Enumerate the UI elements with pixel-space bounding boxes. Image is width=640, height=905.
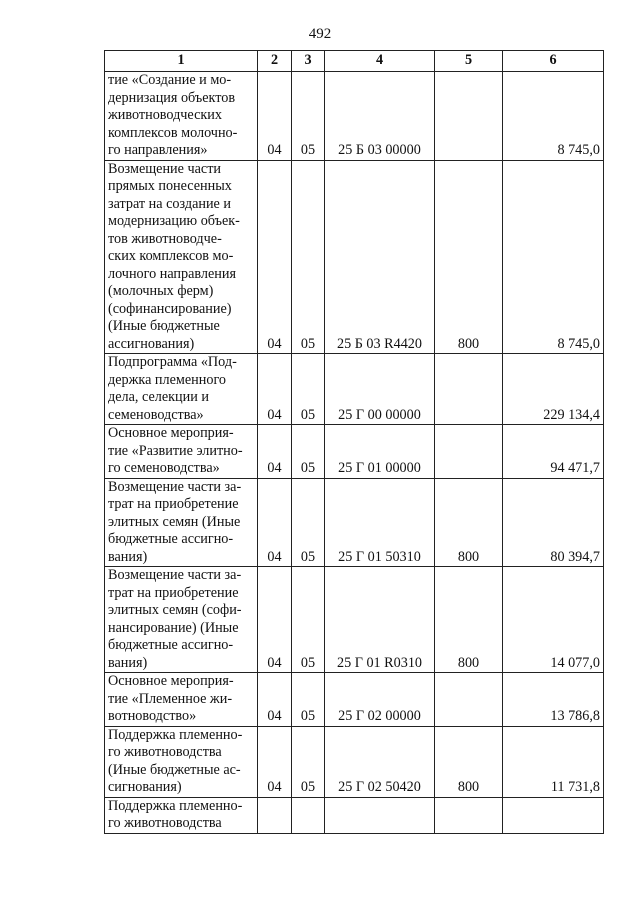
cell-name — [105, 72, 258, 161]
cell-name-text: Подпрограмма «Под- держка племенного дела, селекции и семеноводства» — [108, 354, 237, 423]
cell-expense-type — [435, 72, 503, 161]
cell-target-code — [325, 797, 435, 833]
cell-target-code-text: 25 Г 02 00000 — [338, 708, 421, 724]
cell-section-text: 04 — [267, 654, 282, 671]
cell-section — [258, 478, 292, 567]
cell-target-code-text: 25 Г 01 50310 — [338, 548, 421, 565]
cell-name — [105, 726, 258, 797]
cell-target-code — [325, 673, 435, 727]
cell-target-code — [325, 160, 435, 354]
page-number: 492 — [308, 26, 332, 42]
cell-section — [258, 673, 292, 727]
cell-section-text: 04 — [267, 548, 282, 565]
table-row — [105, 160, 604, 354]
header-col-1: 1 — [105, 51, 258, 72]
cell-section-text: 04 — [267, 142, 282, 158]
cell-section — [258, 160, 292, 354]
header-col-4: 4 — [325, 51, 435, 72]
cell-target-code — [325, 354, 435, 425]
cell-amount-text: 80 394,7 — [550, 548, 600, 565]
table-row — [105, 354, 604, 425]
cell-section — [258, 425, 292, 479]
cell-subsection — [292, 673, 325, 727]
cell-subsection — [292, 726, 325, 797]
cell-expense-type-text: 800 — [457, 548, 480, 565]
header-col-2: 2 — [258, 51, 292, 72]
header-col-6: 6 — [503, 51, 604, 72]
cell-name-text: Поддержка племенно- го животноводства — [108, 797, 243, 831]
cell-target-code-text: 25 Б 03 R4420 — [336, 335, 422, 352]
cell-target-code — [325, 726, 435, 797]
header-col-5: 5 — [435, 51, 503, 72]
table-row — [105, 425, 604, 479]
cell-expense-type — [435, 425, 503, 479]
cell-subsection — [292, 354, 325, 425]
cell-expense-type — [435, 478, 503, 567]
cell-section-text: 04 — [267, 779, 282, 795]
cell-name-text: Возмещение части за- трат на приобретение элитных семян (софи- нансирование) (Иные бюджетные ассигно- вания) — [108, 567, 242, 671]
cell-subsection — [292, 478, 325, 567]
cell-section — [258, 726, 292, 797]
cell-expense-type — [435, 354, 503, 425]
table-row — [105, 726, 604, 797]
cell-amount — [503, 478, 604, 567]
cell-name — [105, 673, 258, 727]
cell-target-code — [325, 567, 435, 673]
table-row — [105, 72, 604, 161]
cell-subsection — [292, 425, 325, 479]
table-row — [105, 797, 604, 833]
cell-section — [258, 567, 292, 673]
cell-amount-text: 13 786,8 — [550, 708, 600, 724]
cell-amount — [503, 425, 604, 479]
cell-expense-type — [435, 160, 503, 354]
cell-amount — [503, 726, 604, 797]
cell-subsection-text: 05 — [300, 335, 316, 352]
table-body — [105, 72, 604, 834]
cell-target-code-text: 25 Г 02 50420 — [338, 779, 421, 795]
cell-target-code-text: 25 Г 01 00000 — [338, 460, 421, 476]
cell-name-text: тие «Создание и мо- дернизация объектов животноводческих комплексов молочно- го направления» — [108, 72, 238, 158]
cell-amount — [503, 673, 604, 727]
cell-expense-type — [435, 567, 503, 673]
cell-subsection — [292, 567, 325, 673]
cell-name-text: Поддержка племенно- го животноводства (Иные бюджетные ас- сигнования) — [108, 726, 243, 795]
cell-subsection-text: 05 — [300, 779, 316, 795]
cell-section-text: 04 — [267, 335, 282, 352]
cell-expense-type-text: 800 — [457, 654, 480, 671]
cell-target-code-text: 25 Г 01 R0310 — [336, 654, 423, 671]
cell-amount-text: 14 077,0 — [550, 654, 600, 671]
table-row — [105, 673, 604, 727]
cell-name-text: Основное мероприя- тие «Племенное жи- вотноводство» — [108, 673, 234, 724]
cell-target-code — [325, 425, 435, 479]
cell-name-text: Возмещение части прямых понесенных затрат на создание и модернизацию объек- тов животноводче- ских комплексов мо- лочного направления (молочных ферм) (софинансирование) (Иные бюджетные ассигнования) — [108, 160, 240, 352]
cell-name-text: Основное мероприя- тие «Развитие элитно- го семеноводства» — [108, 425, 243, 476]
cell-name — [105, 425, 258, 479]
cell-expense-type — [435, 726, 503, 797]
cell-amount — [503, 567, 604, 673]
cell-subsection-text: 05 — [300, 548, 316, 565]
cell-amount — [503, 354, 604, 425]
cell-name — [105, 160, 258, 354]
cell-name — [105, 354, 258, 425]
cell-target-code-text: 25 Г 00 00000 — [338, 406, 421, 423]
cell-section-text: 04 — [267, 406, 282, 423]
cell-section — [258, 797, 292, 833]
cell-amount — [503, 160, 604, 354]
cell-subsection-text: 05 — [300, 708, 316, 724]
table-row — [105, 567, 604, 673]
cell-section — [258, 72, 292, 161]
cell-subsection — [292, 160, 325, 354]
cell-name-text: Возмещение части за- трат на приобретение элитных семян (Иные бюджетные ассигно- вания) — [108, 478, 242, 565]
cell-subsection — [292, 72, 325, 161]
table-row — [105, 478, 604, 567]
cell-subsection — [292, 797, 325, 833]
cell-amount-text: 94 471,7 — [550, 460, 600, 476]
cell-expense-type — [435, 673, 503, 727]
budget-table — [104, 50, 604, 834]
cell-name — [105, 797, 258, 833]
header-row — [105, 51, 604, 72]
cell-expense-type — [435, 797, 503, 833]
cell-amount-text: 11 731,8 — [550, 779, 600, 795]
cell-section — [258, 354, 292, 425]
cell-target-code-text: 25 Б 03 00000 — [338, 142, 421, 158]
cell-expense-type-text: 800 — [457, 335, 480, 352]
cell-name — [105, 478, 258, 567]
table-header — [105, 51, 604, 72]
cell-name — [105, 567, 258, 673]
cell-target-code — [325, 72, 435, 161]
cell-section-text: 04 — [267, 460, 282, 476]
cell-target-code — [325, 478, 435, 567]
cell-expense-type-text: 800 — [457, 779, 480, 795]
cell-subsection-text: 05 — [300, 654, 316, 671]
cell-amount-text: 229 134,4 — [543, 406, 600, 423]
header-col-3: 3 — [292, 51, 325, 72]
cell-amount-text: 8 745,0 — [557, 142, 600, 158]
cell-section-text: 04 — [267, 708, 282, 724]
cell-subsection-text: 05 — [300, 460, 316, 476]
cell-subsection-text: 05 — [300, 406, 316, 423]
cell-subsection-text: 05 — [300, 142, 316, 158]
cell-amount — [503, 797, 604, 833]
cell-amount-text: 8 745,0 — [557, 335, 600, 352]
cell-amount — [503, 72, 604, 161]
